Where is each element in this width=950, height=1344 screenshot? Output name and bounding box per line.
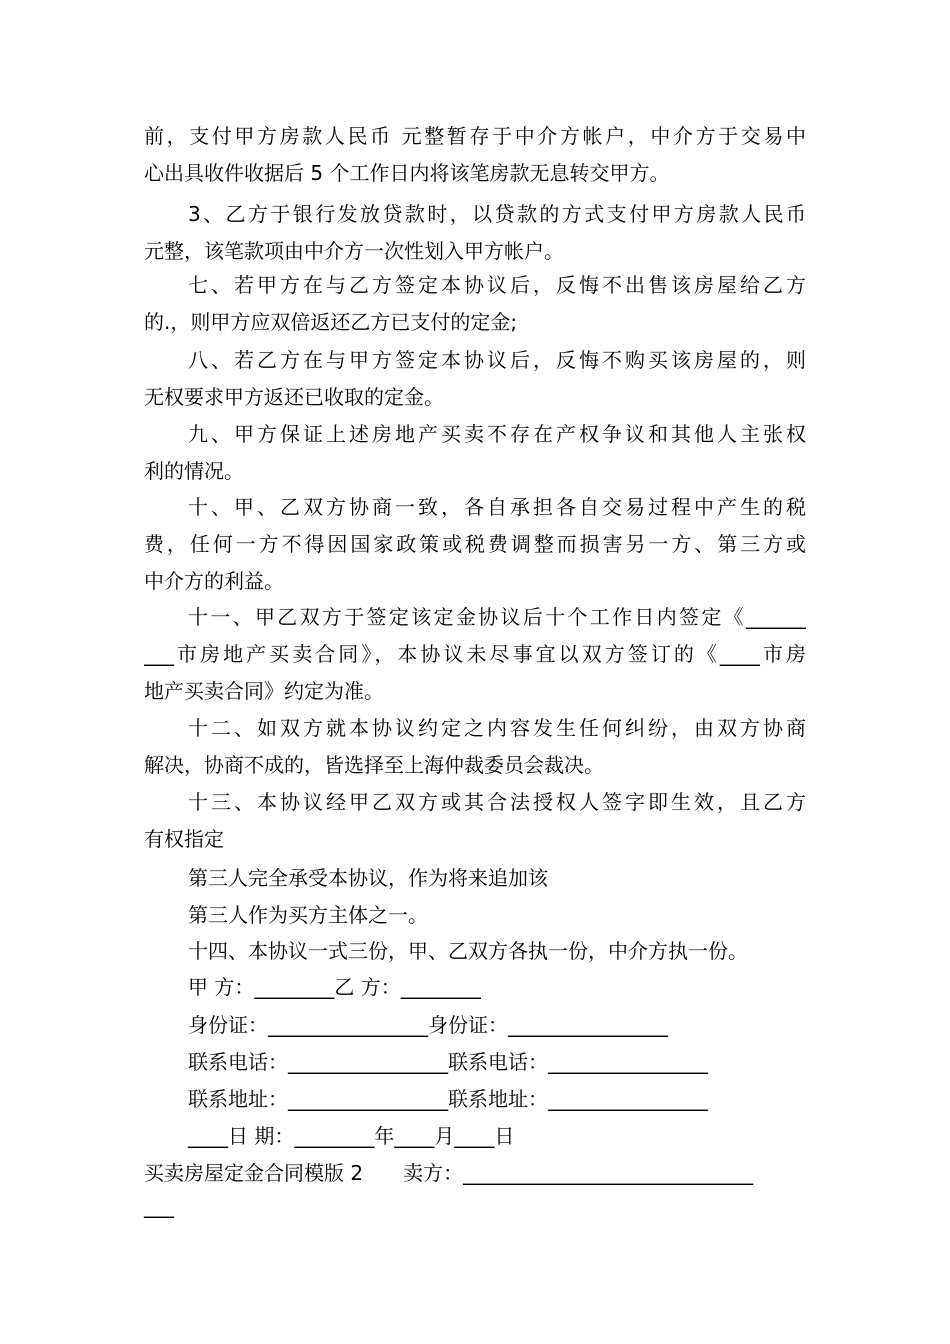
- clause-7: [144, 267, 806, 341]
- text-line: 地产买卖合同》约定为准。: [144, 679, 384, 703]
- address-line: 联系地址：________________联系地址：________________: [188, 1087, 708, 1111]
- clause-10: [144, 489, 806, 600]
- date-line: ____日 期：________年____月____日: [188, 1124, 515, 1148]
- text-line: 八、若乙方在与甲方签定本协议后，反悔不购买该房屋的，则: [188, 348, 806, 372]
- paragraph-item-3: [144, 196, 806, 270]
- text-line: 有权指定: [144, 827, 224, 851]
- clause-8: [144, 342, 806, 416]
- text-line: 十、甲、乙双方协商一致，各自承担各自交易过程中产生的税: [188, 495, 806, 519]
- text-line: 十三、本协议经甲乙双方或其合法授权人签字即生效，且乙方: [188, 790, 806, 814]
- template-2-overflow-line: ___: [144, 1194, 174, 1218]
- third-party-line-1: 第三人完全承受本协议，作为将来追加该: [188, 866, 548, 890]
- text-line: 中介方的利益。: [144, 569, 284, 593]
- text-line: 元整，该笔款项由中介方一次性划入甲方帐户。: [144, 239, 564, 263]
- clause-13: [144, 784, 806, 858]
- clause-12: [144, 710, 806, 784]
- text-line: 前，支付甲方房款人民币 元整暂存于中介方帐户，中介方于交易中: [144, 124, 806, 148]
- clause-9: [144, 416, 806, 490]
- text-line: 十二、如双方就本协议约定之内容发生任何纠纷，由双方协商: [188, 716, 806, 740]
- text-line: 费，任何一方不得因国家政策或税费调整而损害另一方、第三方或: [144, 532, 806, 556]
- text-line: 十一、甲乙双方于签定该定金协议后十个工作日内签定《______: [188, 605, 806, 629]
- text-line: 3、乙方于银行发放贷款时，以贷款的方式支付甲方房款人民币: [188, 202, 806, 226]
- phone-line: 联系电话：________________联系电话：________________: [188, 1050, 708, 1074]
- text-line: 心出具收件收据后 5 个工作日内将该笔房款无息转交甲方。: [144, 161, 670, 185]
- template-2-title-line: 买卖房屋定金合同模版 2 卖方：_____________________________: [144, 1161, 754, 1185]
- party-signature-line: 甲 方：________乙 方：________: [188, 975, 481, 999]
- text-line: 无权要求甲方返还已收取的定金。: [144, 385, 444, 409]
- text-line: 九、甲方保证上述房地产买卖不存在产权争议和其他人主张权: [188, 422, 806, 446]
- text-line: ___市房地产买卖合同》，本协议未尽事宜以双方签订的《____市房: [144, 642, 806, 666]
- id-card-line: 身份证：________________身份证：________________: [188, 1013, 668, 1037]
- third-party-line-2: 第三人作为买方主体之一。: [188, 903, 428, 927]
- clause-11: [144, 599, 806, 710]
- text-line: 七、若甲方在与乙方签定本协议后，反悔不出售该房屋给乙方: [188, 273, 806, 297]
- clause-14: 十四、本协议一式三份，甲、乙双方各执一份，中介方执一份。: [188, 939, 748, 963]
- paragraph-continuation: [144, 118, 806, 192]
- text-line: 利的情况。: [144, 459, 244, 483]
- text-line: 解决，协商不成的，皆选择至上海仲裁委员会裁决。: [144, 753, 604, 777]
- text-line: 的.，则甲方应双倍返还乙方已支付的定金;: [144, 310, 518, 334]
